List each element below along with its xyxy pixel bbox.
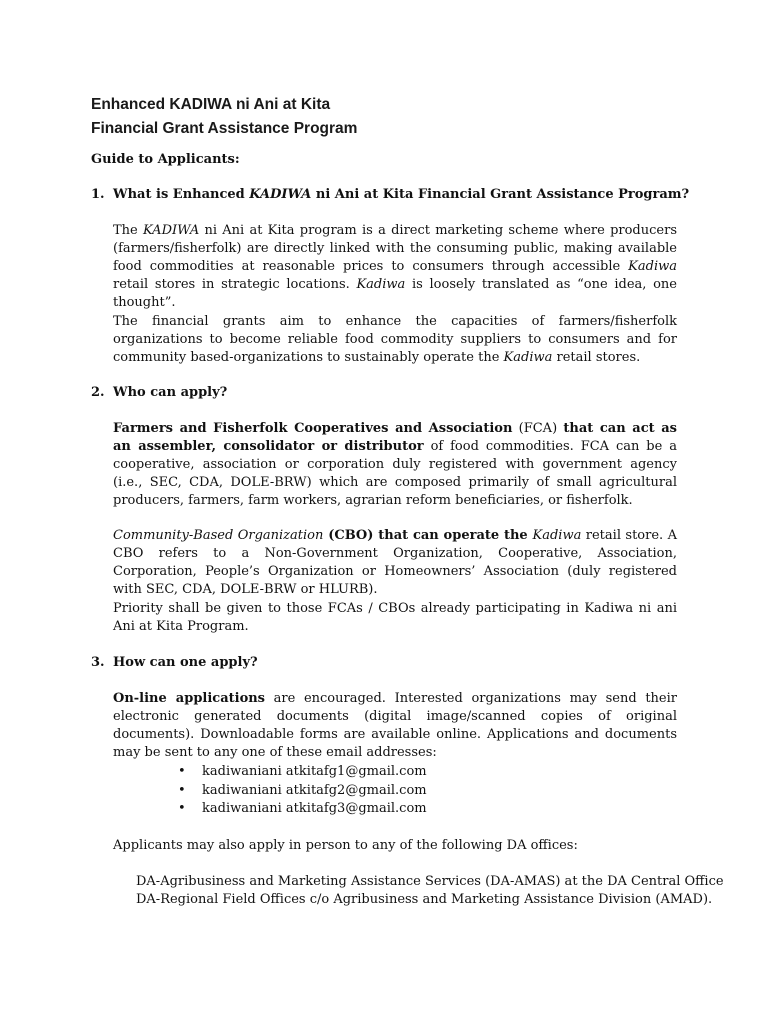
section-2-paragraph-3: Priority shall be given to those FCAs / CBOs already participating in Kadiwa ni ani Ani at Kita Program.	[113, 601, 677, 634]
title-line-1: Enhanced KADIWA ni Ani at Kita	[91, 96, 331, 113]
s1-p1-g: is loosely translated as “one idea, one thought”.	[113, 277, 677, 310]
section-1-number: 1.	[91, 187, 105, 202]
s1-p1-d: Kadiwa	[628, 259, 677, 274]
section-2-paragraph-1	[113, 420, 677, 510]
document-title	[91, 93, 357, 141]
s2-p1-d: of food commodities. FCA can be a cooperative, association or corporation duly registered with government agency (i.e., SEC, CDA, DOLE-BRW) which are composed primarily of small agricultural producers, farmers, farm workers, agrarian reform beneficiaries, or fisherfolk.	[113, 439, 678, 508]
s3-p1-b: are encouraged. Interested organizations may send their electronic generated documents (digital image/scanned copies of original documents). Downloadable forms are available online. Applications and documents may be sent to any one of these email addresses:	[113, 691, 677, 760]
email-item[interactable]: • kadiwaniani atkitafg2@gmail.com	[178, 782, 427, 801]
s2-p1-c: that can act as an assembler, consolidator or distributor	[113, 421, 677, 454]
s1-p1-e: retail stores in strategic locations.	[113, 277, 357, 292]
section-3-paragraph-1	[113, 690, 677, 762]
section-3-paragraph-2: Applicants may also apply in person to any of the following DA offices:	[113, 838, 578, 853]
s2-p2-c: that can operate the	[378, 528, 533, 543]
section-1-heading-text-a: What is Enhanced	[113, 187, 250, 202]
s1-p1-f: Kadiwa	[356, 277, 406, 292]
office-central: DA-Agribusiness and Marketing Assistance Services (DA-AMAS) at the DA Central Office	[136, 874, 724, 889]
section-2-paragraph-2	[113, 527, 677, 599]
s2-p1-b: (FCA)	[512, 421, 564, 436]
section-2-heading	[91, 385, 227, 400]
section-1-paragraph-1	[113, 222, 677, 312]
office-regional: DA-Regional Field Offices c/o Agribusiness and Marketing Assistance Division (AMAD).	[136, 892, 713, 907]
s3-p1-a: On-line applications	[113, 691, 266, 706]
email-item[interactable]: • kadiwaniani atkitafg1@gmail.com	[178, 763, 427, 782]
s1-p2-b: Kadiwa	[503, 350, 553, 365]
s1-p1-c: ni Ani at Kita program is a direct marketing scheme where producers (farmers/fisherfolk) are directly linked with the consuming public, making available food commodities at reasonable prices to consumers through accessible	[113, 223, 677, 274]
s2-p2-e: retail store. A CBO refers to a Non-Government Organization, Cooperative, Association, Corporation, People’s Organization or Homeowners’ Association (duly registered with SEC, CDA, DOLE-BRW or HLURB).	[113, 528, 677, 597]
email-item[interactable]: • kadiwaniani atkitafg3@gmail.com	[178, 800, 427, 819]
office-list	[136, 873, 724, 909]
s1-p2-c: retail stores.	[552, 350, 641, 365]
s1-p1-a: The	[113, 223, 143, 238]
section-3-heading	[91, 655, 258, 670]
section-1-paragraph-2	[113, 313, 677, 367]
section-1-heading-text-c: ni Ani at Kita Financial Grant Assistance Program?	[311, 187, 690, 202]
s2-p2-d: Kadiwa	[532, 528, 582, 543]
section-1-heading-kadiwa: KADIWA	[249, 187, 312, 202]
section-3-heading-text: How can one apply?	[113, 655, 258, 670]
email-list	[178, 763, 427, 819]
section-2-number: 2.	[91, 385, 105, 400]
section-3-number: 3.	[91, 655, 105, 670]
s1-p1-b: KADIWA	[143, 223, 200, 238]
section-1-heading	[91, 187, 689, 202]
s1-p2-a: The financial grants aim to enhance the capacities of farmers/fisherfolk organizations to become reliable food commodity suppliers to consumers and for community based-organizations to sustainably operate the	[113, 314, 677, 365]
s2-p2-a: Community-Based Organization	[113, 528, 324, 543]
s2-p1-a: Farmers and Fisherfolk Cooperatives and Association	[113, 421, 513, 436]
title-line-2: Financial Grant Assistance Program	[91, 120, 358, 137]
guide-heading: Guide to Applicants:	[91, 152, 240, 167]
s2-p2-b: (CBO)	[323, 528, 379, 543]
section-2-heading-text: Who can apply?	[113, 385, 228, 400]
